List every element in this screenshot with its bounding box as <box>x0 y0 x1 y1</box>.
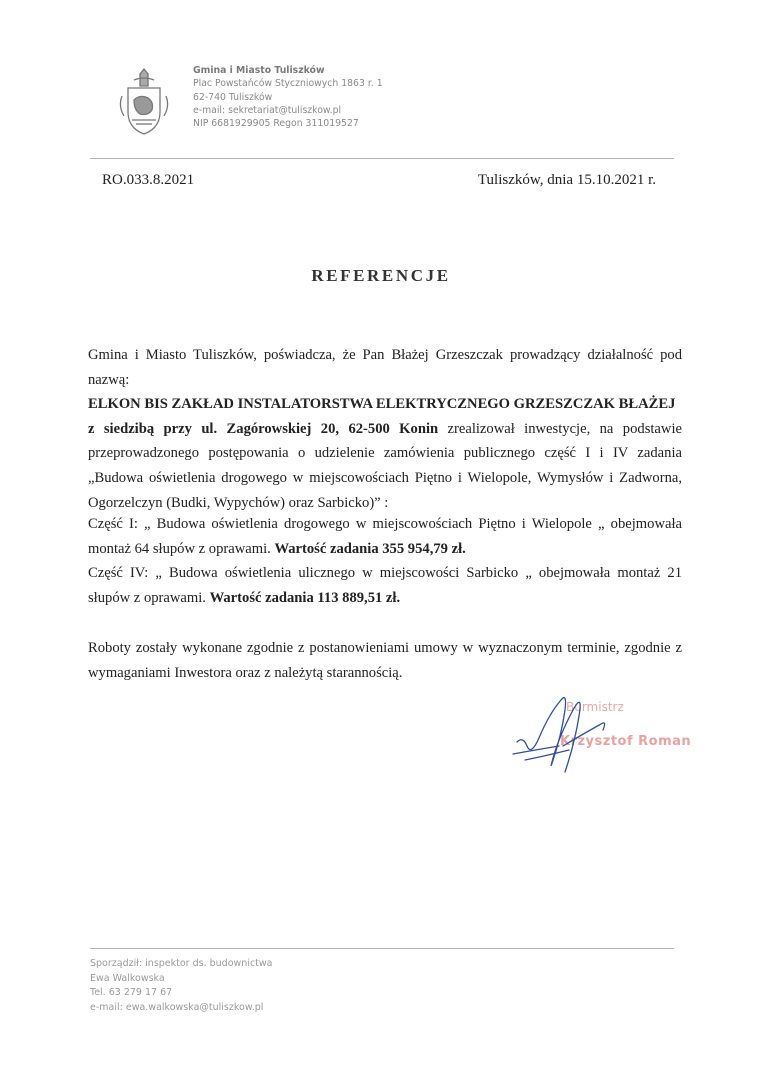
part-4-value: Wartość zadania 113 889,51 zł. <box>209 589 401 606</box>
parts-paragraph <box>88 512 682 610</box>
header-divider <box>90 158 674 159</box>
handwritten-signature <box>505 680 635 790</box>
footer-divider <box>90 948 674 949</box>
closing-text: Roboty zostały wykonane zgodnie z postanowieniami umowy w wyznaczonym terminie, zgodnie z wymaganiami Inwestora oraz z należytą starannością. <box>88 640 682 681</box>
letterhead-name: Gmina i Miasto Tuliszków <box>193 65 325 76</box>
letterhead-email: e-mail: sekretariat@tuliszkow.pl <box>193 104 342 116</box>
letterhead <box>193 64 383 130</box>
document-title: REFERENCJE <box>311 266 451 285</box>
part-1-value: Wartość zadania 355 954,79 zł. <box>274 540 466 557</box>
letterhead-ids: NIP 6681929905 Regon 311019527 <box>193 118 359 130</box>
intro-line: Gmina i Miasto Tuliszków, poświadcza, że Pan Błażej Grzeszczak prowadzący działalność pod nazwą: <box>88 347 682 388</box>
company-seat: z siedzibą przy ul. Zagórowskiej 20, 62-500 Konin <box>88 420 439 437</box>
intro-text: zrealizował inwestycje, na podstawie przeprowadzonego postępowania o udzielenie zamówienia publicznego część I i IV zadania „Budowa oświetlenia drogowego w miejscowościach Piętno i Wielopole, Wymysłów i Zadworna, Ogorzelczyn (Budki, Wypychów) oraz Sarbicko)” : <box>88 420 682 511</box>
part-4 <box>88 561 682 610</box>
company-name: ELKON BIS ZAKŁAD INSTALATORSTWA ELEKTRYCZNEGO GRZESZCZAK BŁAŻEJ <box>88 396 676 413</box>
letterhead-postal: 62-740 Tuliszków <box>193 91 273 103</box>
footer-email: e-mail: ewa.walkowska@tuliszkow.pl <box>90 1001 264 1013</box>
stamp-line-2: Krzysztof Roman <box>560 734 692 749</box>
reference-number: RO.033.8.2021 <box>102 172 195 188</box>
letterhead-address: Plac Powstańców Styczniowych 1863 r. 1 <box>193 78 383 90</box>
part-1 <box>88 512 682 561</box>
closing-paragraph <box>88 636 682 685</box>
document-date: Tuliszków, dnia 15.10.2021 r. <box>477 172 656 188</box>
footer <box>90 957 273 1015</box>
footer-prepared-by: Sporządził: inspektor ds. budownictwa <box>90 958 273 969</box>
part-4-text: Część IV: „ Budowa oświetlenia ulicznego w miejscowości Sarbicko „ obejmowała montaż 21 słupów z oprawami. <box>88 565 682 606</box>
stamp-line-1: Burmistrz <box>566 700 624 714</box>
footer-phone: Tel. 63 279 17 67 <box>90 987 173 999</box>
coat-of-arms-icon <box>118 66 170 138</box>
footer-name: Ewa Walkowska <box>90 972 165 984</box>
intro-details <box>88 417 682 515</box>
intro-paragraph <box>88 343 682 515</box>
part-1-text: Część I: „ Budowa oświetlenia drogowego w miejscowościach Piętno i Wielopole „ obejmowała montaż 64 słupów z oprawami. <box>88 516 682 557</box>
